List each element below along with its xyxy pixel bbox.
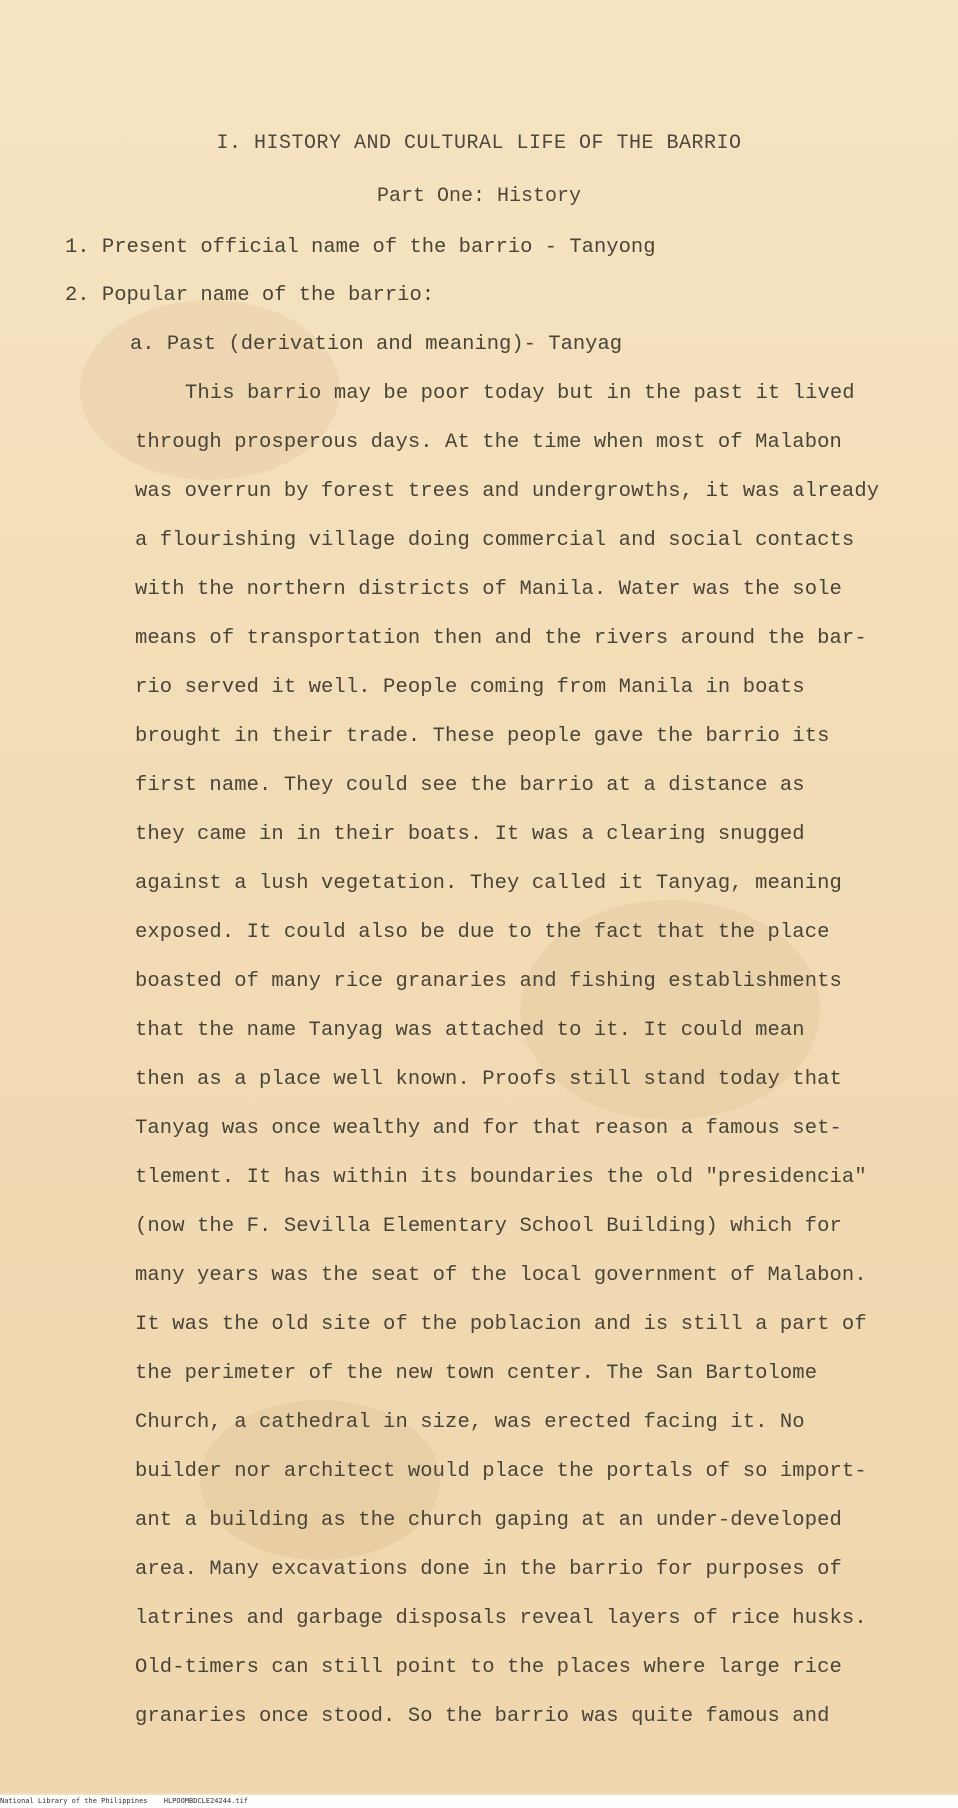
subitem-past-name: a. Past (derivation and meaning)- Tanyag	[130, 333, 623, 356]
paragraph-line: builder nor architect would place the portals of so import-	[135, 1460, 867, 1483]
paragraph-line: with the northern districts of Manila. Water was the sole	[135, 578, 842, 601]
paragraph-line: they came in in their boats. It was a clearing snugged	[135, 823, 805, 846]
item-official-name: 1. Present official name of the barrio - Tanyong	[65, 236, 656, 259]
paragraph-line: Old-timers can still point to the places where large rice	[135, 1656, 842, 1679]
paragraph-line: ant a building as the church gaping at an under-developed	[135, 1509, 842, 1532]
paragraph-line: This barrio may be poor today but in the past it lived	[185, 382, 855, 405]
scan-filename: HLPOOMBDCLE24244.tif	[163, 1797, 249, 1805]
paragraph-line: many years was the seat of the local government of Malabon.	[135, 1264, 867, 1287]
paragraph-line: that the name Tanyag was attached to it. It could mean	[135, 1019, 805, 1042]
paragraph-line: means of transportation then and the rivers around the bar-	[135, 627, 867, 650]
paragraph-line: exposed. It could also be due to the fact that the place	[135, 921, 830, 944]
section-title: I. HISTORY AND CULTURAL LIFE OF THE BARRIO	[216, 132, 742, 155]
paragraph-line: area. Many excavations done in the barrio for purposes of	[135, 1558, 842, 1581]
paragraph-line: was overrun by forest trees and undergrowths, it was already	[135, 480, 880, 503]
paragraph-line: a flourishing village doing commercial and social contacts	[135, 529, 855, 552]
paragraph-line: It was the old site of the poblacion and is still a part of	[135, 1313, 867, 1336]
library-credit: National Library of the Philippines	[0, 1797, 148, 1805]
paragraph-line: (now the F. Sevilla Elementary School Building) which for	[135, 1215, 842, 1238]
paragraph-line: through prosperous days. At the time when most of Malabon	[135, 431, 842, 454]
paragraph-line: latrines and garbage disposals reveal layers of rice husks.	[135, 1607, 867, 1630]
paragraph-line: tlement. It has within its boundaries the old "presidencia"	[135, 1166, 867, 1189]
paragraph-line: first name. They could see the barrio at a distance as	[135, 774, 805, 797]
paragraph-line: granaries once stood. So the barrio was quite famous and	[135, 1705, 830, 1728]
item-popular-name: 2. Popular name of the barrio:	[65, 284, 435, 307]
paragraph-line: rio served it well. People coming from Manila in boats	[135, 676, 805, 699]
scan-footer	[0, 1795, 958, 1808]
paragraph-line: against a lush vegetation. They called it Tanyag, meaning	[135, 872, 842, 895]
paragraph-line: Tanyag was once wealthy and for that reason a famous set-	[135, 1117, 842, 1140]
paragraph-line: boasted of many rice granaries and fishing establishments	[135, 970, 842, 993]
part-heading: Part One: History	[376, 185, 582, 208]
paragraph-line: brought in their trade. These people gave the barrio its	[135, 725, 830, 748]
paragraph-line: the perimeter of the new town center. The San Bartolome	[135, 1362, 818, 1385]
paragraph-line: then as a place well known. Proofs still stand today that	[135, 1068, 842, 1091]
paragraph-line: Church, a cathedral in size, was erected facing it. No	[135, 1411, 805, 1434]
